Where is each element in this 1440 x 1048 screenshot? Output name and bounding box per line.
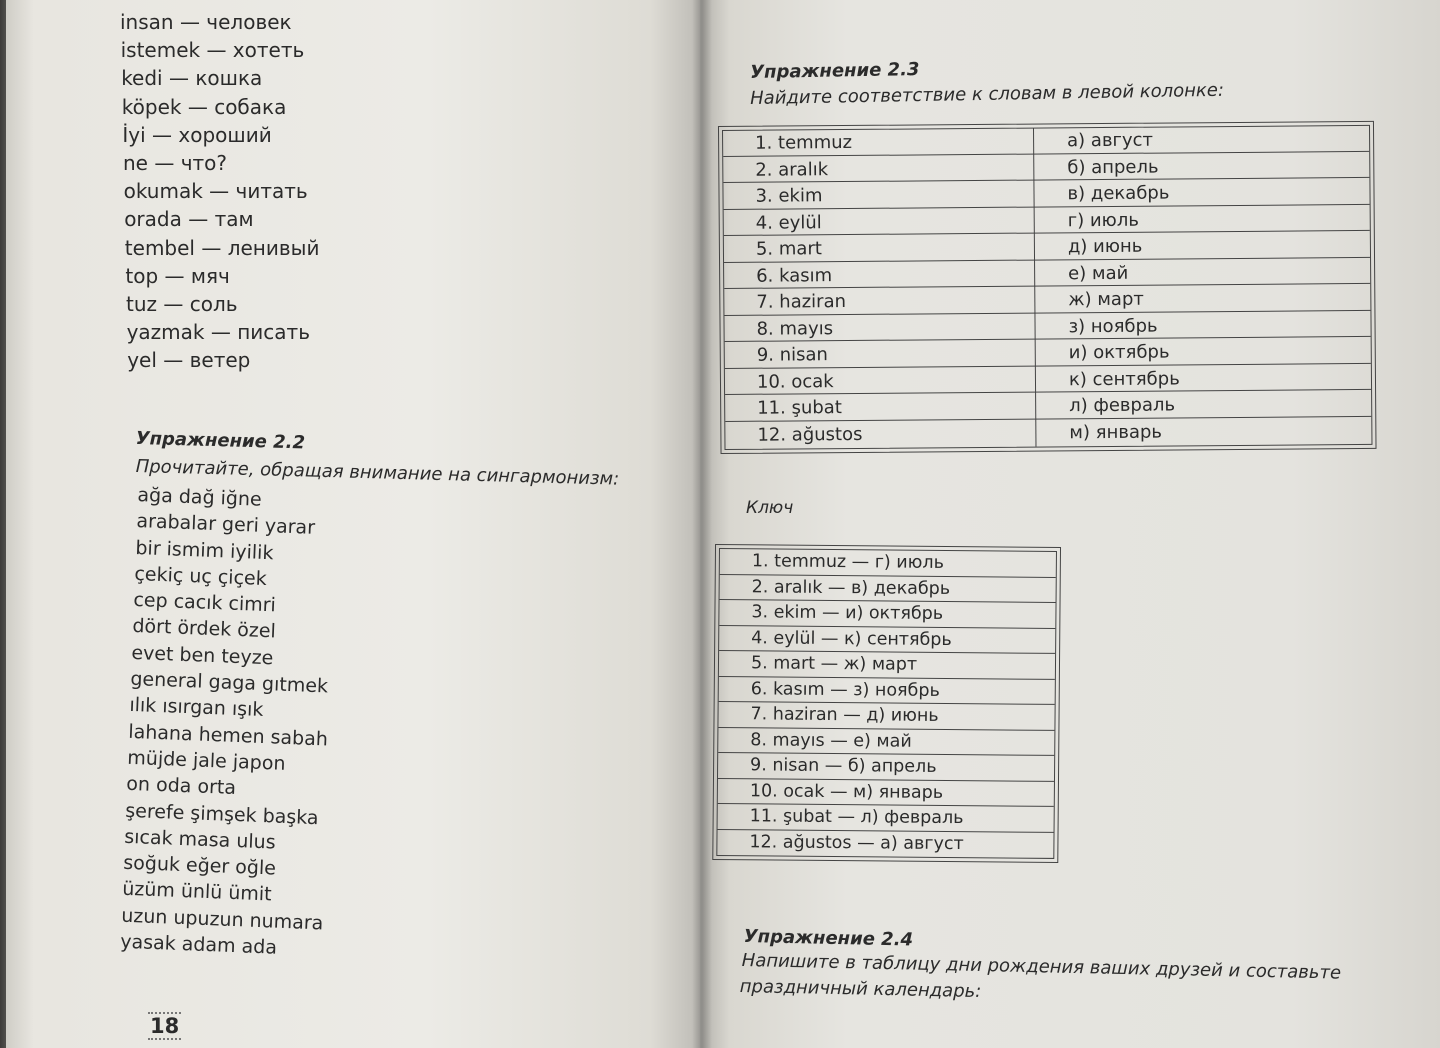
exercise-2-2-title: Упражнение 2.2 bbox=[135, 428, 306, 454]
table-row bbox=[725, 417, 1371, 448]
syllable-line: uzun upuzun numara bbox=[120, 904, 324, 935]
answer-key-cell: 5. mart — ж) март bbox=[750, 653, 918, 675]
turkish-month-cell: 12. ağustos bbox=[757, 423, 863, 446]
syllable-list bbox=[120, 482, 340, 963]
russian-month-cell: г) июль bbox=[1067, 209, 1139, 231]
vocabulary-list bbox=[120, 8, 319, 375]
matching-table bbox=[722, 125, 1372, 450]
russian-month-cell: з) ноябрь bbox=[1068, 315, 1158, 337]
syllable-line: bir ismim iyilik bbox=[135, 536, 274, 564]
russian-month-cell: б) апрель bbox=[1067, 156, 1159, 178]
vocab-item: tembel — ленивый bbox=[124, 235, 320, 260]
page-number: 18 bbox=[150, 1014, 180, 1038]
vocab-item: kedi — кошка bbox=[121, 66, 263, 91]
turkish-month-cell: 2. aralık bbox=[755, 158, 829, 181]
russian-month-cell: л) февраль bbox=[1069, 394, 1176, 417]
table-row bbox=[724, 232, 1370, 263]
answer-key-cell: 4. eylül — к) сентябрь bbox=[751, 627, 952, 650]
vocab-item: insan — человек bbox=[120, 10, 292, 34]
vocab-item: köpek — собака bbox=[121, 94, 287, 119]
turkish-month-cell: 5. mart bbox=[755, 238, 822, 260]
syllable-line: yasak adam ada bbox=[119, 930, 278, 959]
turkish-month-cell: 8. mayıs bbox=[756, 317, 834, 340]
russian-month-cell: е) май bbox=[1068, 262, 1129, 284]
table-row bbox=[718, 804, 1054, 832]
exercise-2-4-instruction-line-2: праздничный календарь: bbox=[739, 976, 982, 1003]
table-row bbox=[725, 391, 1371, 422]
vocab-item: okumak — читать bbox=[123, 179, 308, 204]
book-gutter bbox=[692, 0, 712, 1048]
syllable-line: ılık ısırgan ışık bbox=[129, 694, 264, 722]
table-row bbox=[720, 575, 1056, 603]
syllable-line: general gaga gıtmek bbox=[130, 667, 329, 698]
russian-month-cell: в) декабрь bbox=[1067, 182, 1170, 205]
table-row bbox=[725, 364, 1371, 395]
exercise-2-4-title: Упражнение 2.4 bbox=[743, 926, 914, 951]
exercise-2-3-title: Упражнение 2.3 bbox=[750, 59, 920, 83]
russian-month-cell: и) октябрь bbox=[1068, 341, 1170, 364]
turkish-month-cell: 6. kasım bbox=[756, 264, 833, 287]
exercise-2-3-instruction: Найдите соответствие к словам в левой колонке: bbox=[750, 79, 1225, 109]
answer-key-cell: 10. ocak — м) январь bbox=[749, 780, 944, 803]
table-row bbox=[723, 126, 1369, 157]
vocab-item: yazmak — писать bbox=[126, 320, 310, 345]
table-row bbox=[724, 258, 1370, 289]
russian-month-cell: к) сентябрь bbox=[1068, 367, 1180, 390]
answer-key-cell: 3. ekim — и) октябрь bbox=[751, 602, 944, 624]
syllable-line: evet ben teyze bbox=[131, 641, 274, 670]
vocab-item: yel — ветер bbox=[127, 348, 251, 373]
turkish-month-cell: 3. ekim bbox=[755, 185, 823, 207]
vocab-item: ne — что? bbox=[123, 151, 228, 176]
table-row bbox=[723, 179, 1369, 210]
russian-month-cell: ж) март bbox=[1068, 288, 1144, 311]
exercise-2-4-instruction-line-1: Напишите в таблицу дни рождения ваших друзей и составьте bbox=[741, 950, 1342, 984]
syllable-line: şerefe şimşek başka bbox=[124, 799, 319, 829]
turkish-month-cell: 1. temmuz bbox=[755, 131, 853, 154]
answer-key-cell: 7. haziran — д) июнь bbox=[750, 704, 939, 726]
syllable-line: sıcak masa ulus bbox=[123, 825, 277, 854]
table-row bbox=[720, 549, 1056, 577]
left-page bbox=[6, 0, 706, 1048]
table-row bbox=[724, 285, 1370, 316]
table-row bbox=[723, 152, 1369, 183]
syllable-line: dört ördek özel bbox=[132, 615, 277, 643]
syllable-line: on oda orta bbox=[125, 773, 237, 800]
russian-month-cell: д) июнь bbox=[1067, 235, 1143, 258]
turkish-month-cell: 11. şubat bbox=[757, 397, 842, 419]
vocab-item: top — мяч bbox=[125, 263, 230, 288]
answer-key-cell: 6. kasım — з) ноябрь bbox=[750, 678, 940, 701]
russian-month-cell: м) январь bbox=[1069, 421, 1163, 443]
answer-key-cell: 9. nisan — б) апрель bbox=[750, 755, 937, 777]
syllable-line: cep cacık cimri bbox=[133, 589, 277, 617]
table-row bbox=[718, 778, 1054, 806]
syllable-line: müjde jale japon bbox=[126, 746, 286, 775]
answer-key-cell: 11. şubat — л) февраль bbox=[749, 806, 964, 829]
table-row bbox=[724, 311, 1370, 342]
table-row bbox=[725, 338, 1371, 369]
turkish-month-cell: 4. eylül bbox=[755, 211, 822, 234]
syllable-line: üzüm ünlü ümit bbox=[121, 878, 272, 906]
table-row bbox=[718, 753, 1054, 781]
turkish-month-cell: 10. ocak bbox=[756, 370, 834, 393]
syllable-line: soğuk eğer oğle bbox=[122, 851, 277, 880]
turkish-month-cell: 7. haziran bbox=[756, 291, 847, 313]
answer-key-cell: 8. mayıs — е) май bbox=[750, 729, 912, 752]
answer-key-cell: 12. ağustos — а) август bbox=[749, 831, 964, 854]
syllable-line: çekiç uç çiçek bbox=[134, 562, 268, 590]
syllable-line: ağa dağ iğne bbox=[137, 483, 263, 511]
turkish-month-cell: 9. nisan bbox=[756, 344, 828, 366]
table-row bbox=[718, 702, 1054, 730]
answer-key-cell: 2. aralık — в) декабрь bbox=[751, 576, 951, 599]
syllable-line: arabalar geri yarar bbox=[136, 510, 316, 540]
table-row bbox=[719, 651, 1055, 679]
table-row bbox=[719, 626, 1055, 654]
key-label: Ключ bbox=[746, 498, 794, 518]
russian-month-cell: а) август bbox=[1067, 129, 1154, 152]
vocab-item: tuz — соль bbox=[126, 292, 238, 317]
syllable-line: lahana hemen sabah bbox=[127, 720, 329, 751]
answer-key-table bbox=[716, 548, 1057, 859]
table-row bbox=[717, 829, 1053, 857]
table-row bbox=[719, 677, 1055, 705]
exercise-2-2-instruction: Прочитайте, обращая внимание на сингармонизм: bbox=[135, 456, 620, 490]
table-row bbox=[724, 205, 1370, 236]
table-row bbox=[718, 728, 1054, 756]
vocab-item: İyi — хороший bbox=[122, 122, 272, 147]
vocab-item: orada — там bbox=[124, 207, 254, 232]
vocab-item: istemek — хотеть bbox=[120, 38, 305, 63]
answer-key-cell: 1. temmuz — г) июль bbox=[751, 551, 945, 573]
table-row bbox=[719, 600, 1055, 628]
